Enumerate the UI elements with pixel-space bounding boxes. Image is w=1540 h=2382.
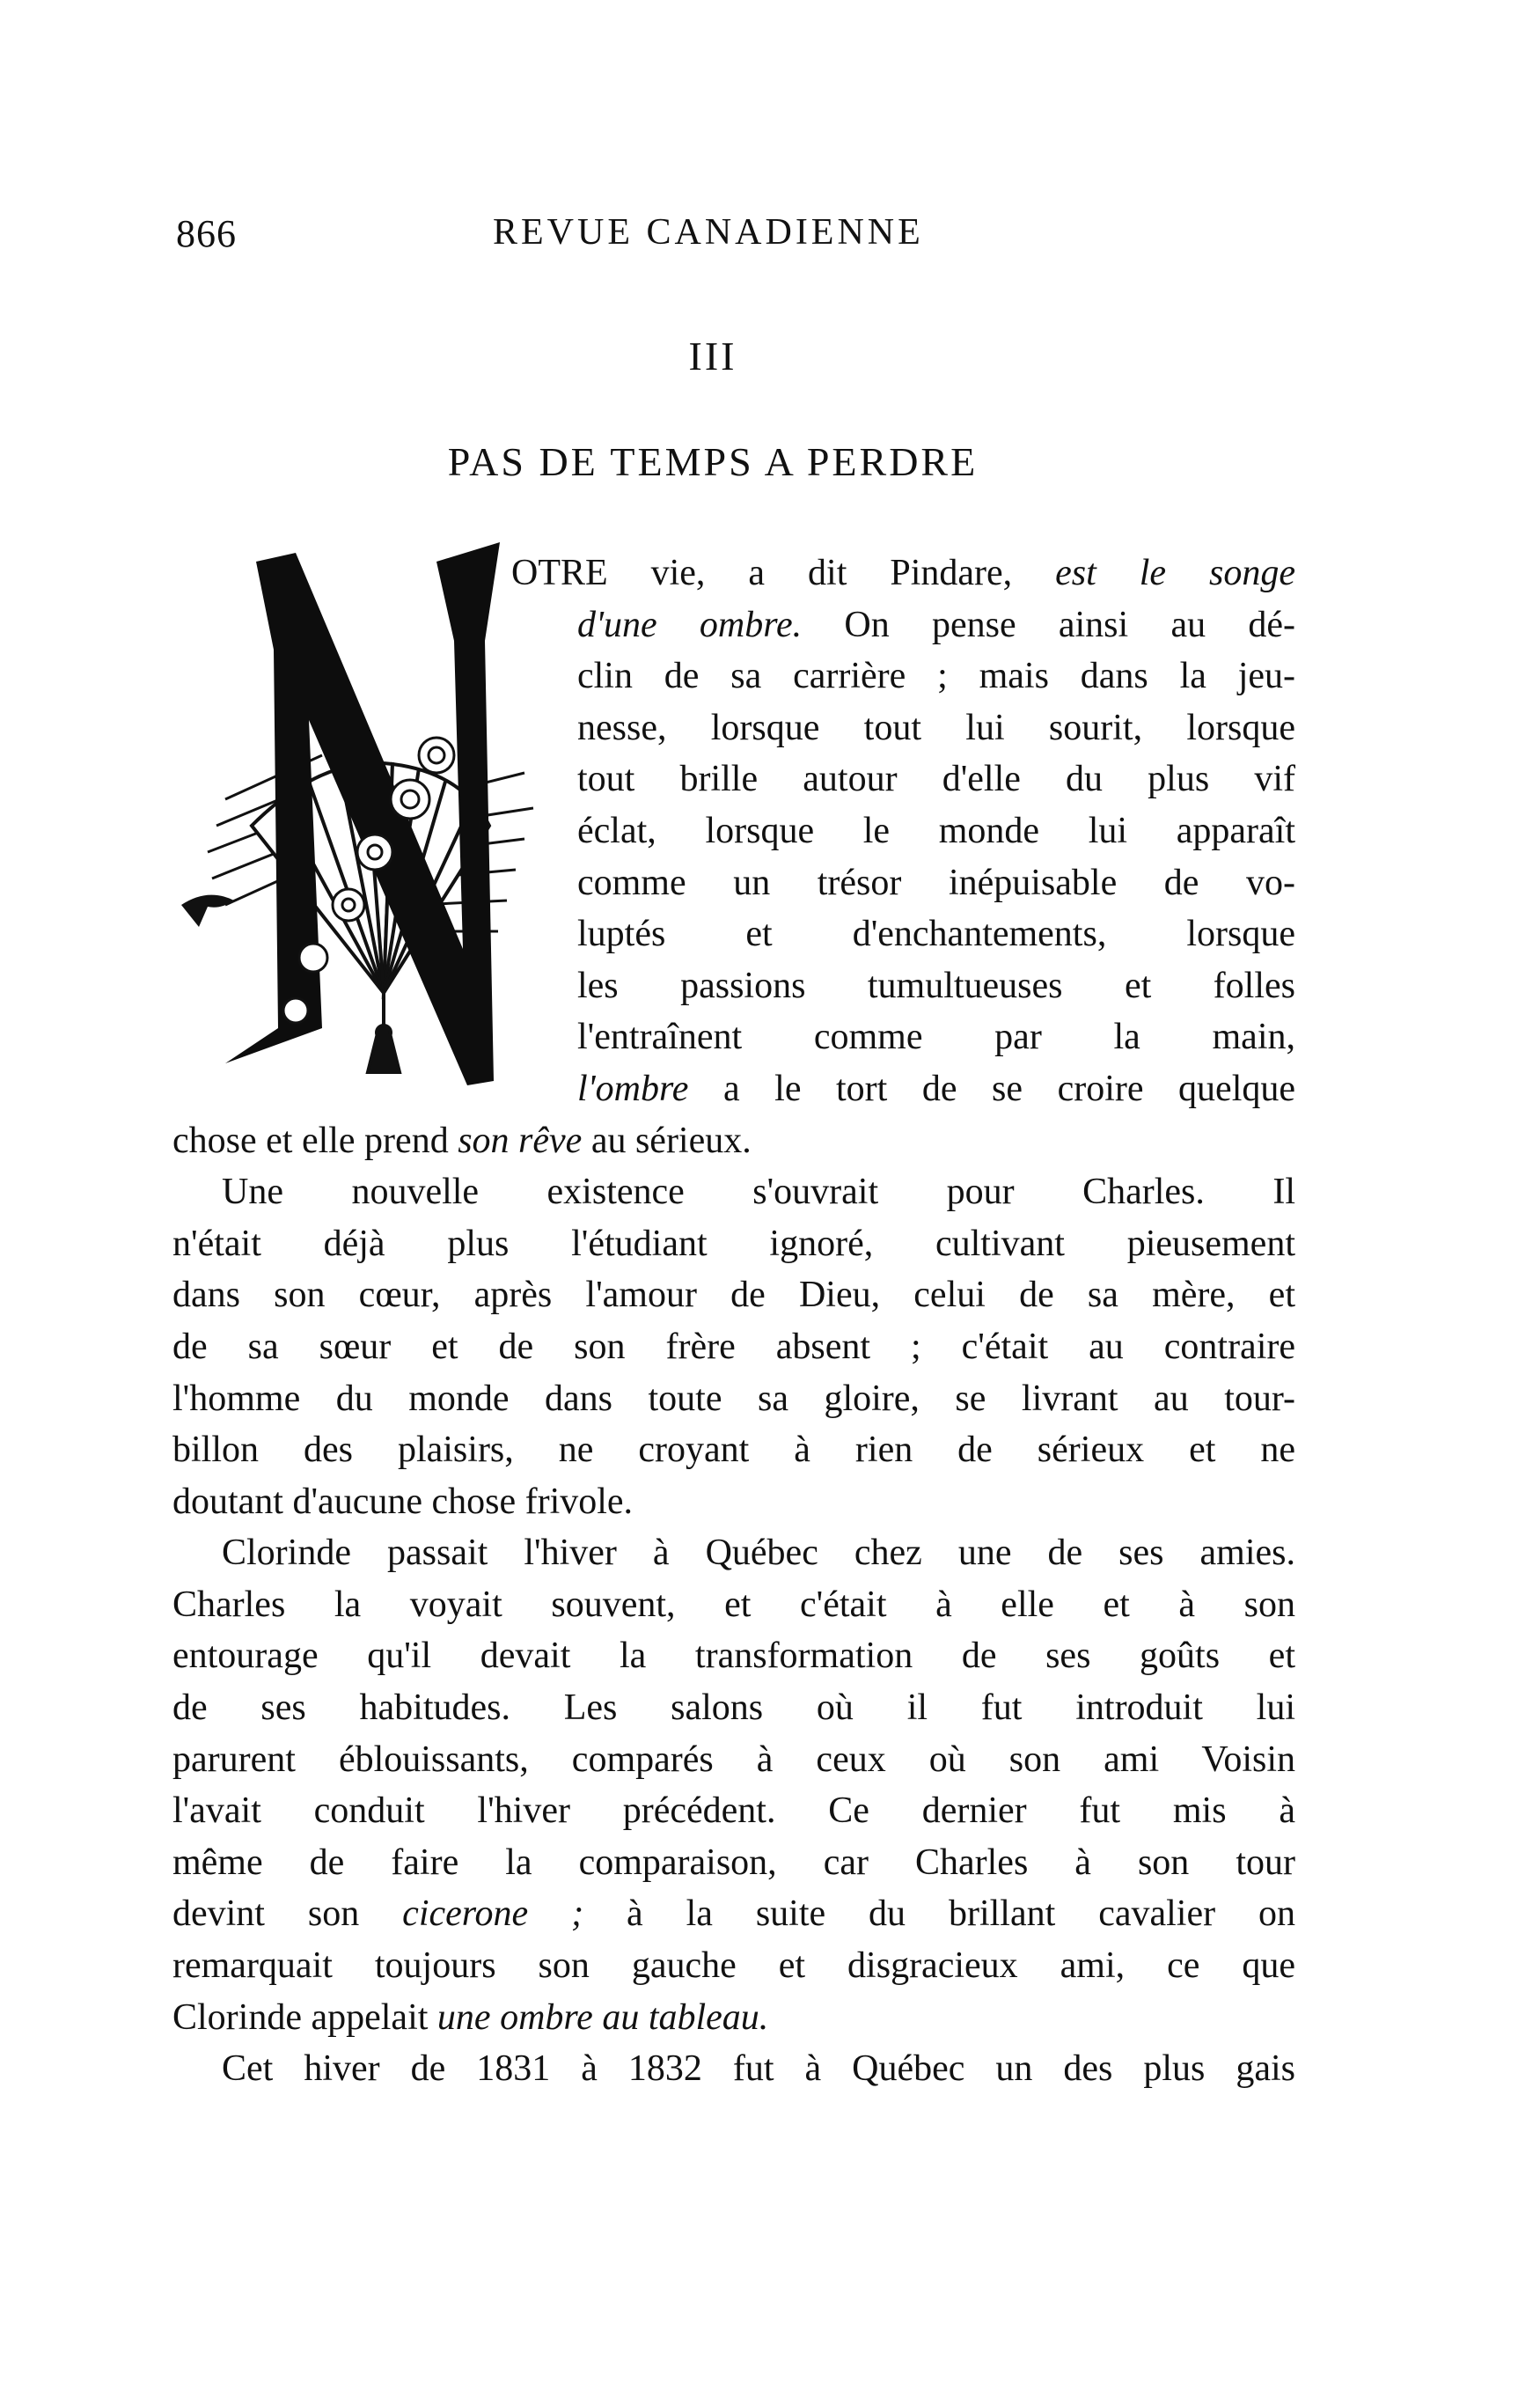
text-run: devint son (172, 1893, 403, 1935)
body-text (172, 548, 1295, 2095)
text-line: remarquait toujours son gauche et disgracieux ami, ce que (172, 1945, 1295, 1987)
text-run: à la suite du brillant cavalier on (583, 1893, 1296, 1935)
text-line: Charles la voyait souvent, et c'était à elle et à son (172, 1584, 1295, 1625)
italic-run: cicerone ; (402, 1893, 584, 1935)
text-line (577, 599, 1295, 651)
text-line: entourage qu'il devait la transformation de ses goûts et (172, 1636, 1295, 1677)
text-line: l'homme du monde dans toute sa gloire, se livrant au tour- (172, 1378, 1295, 1419)
paragraph (172, 1527, 1295, 2043)
italic-run: d'une ombre. (577, 604, 803, 645)
text-line: n'était déjà plus l'étudiant ignoré, cultivant pieusement (172, 1223, 1295, 1264)
chapter-number: III (688, 334, 737, 379)
italic-run: l'ombre (577, 1068, 689, 1109)
text-line: doutant d'aucune chose frivole. (172, 1481, 634, 1522)
text-line: Une nouvelle existence s'ouvrait pour Charles. Il (222, 1172, 1295, 1213)
text-run: On pense ainsi au dé- (802, 604, 1295, 645)
text-line: même de faire la comparaison, car Charles à son tour (172, 1842, 1295, 1883)
text-line: nesse, lorsque tout lui sourit, lorsque (577, 707, 1295, 748)
text-run: a le tort de se croire quelque (688, 1068, 1295, 1109)
text-line: billon des plaisirs, ne croyant à rien de sérieux et ne (172, 1430, 1295, 1471)
text-line: Clorinde passait l'hiver à Québec chez une de ses amies. (222, 1533, 1295, 1574)
text-run: au sérieux. (582, 1120, 752, 1161)
page-number: 866 (176, 212, 237, 255)
text-line: parurent éblouissants, comparés à ceux où son ami Voisin (172, 1739, 1295, 1780)
text-line (172, 1115, 1295, 1167)
text-line: dans son cœur, après l'amour de Dieu, celui de sa mère, et (172, 1275, 1295, 1316)
text-line: l'avait conduit l'hiver précédent. Ce dernier fut mis à (172, 1790, 1295, 1832)
text-line: les passions tumultueuses et folles (577, 965, 1295, 1006)
text-line: Cet hiver de 1831 à 1832 fut à Québec un des plus gais (222, 2048, 1295, 2090)
text-line: de ses habitudes. Les salons où il fut introduit lui (172, 1687, 1295, 1729)
paragraph (172, 2043, 1295, 2095)
text-run: OTRE vie, a dit Pindare, (511, 553, 1056, 593)
text-line: l'entraînent comme par la main, (577, 1017, 1295, 1058)
paragraph (172, 548, 1295, 1166)
italic-run: une ombre au tableau. (436, 1996, 769, 2038)
text-run: Clorinde appelait (172, 1996, 437, 2038)
italic-run: son rêve (458, 1120, 583, 1161)
text-line (577, 1063, 1295, 1115)
running-head (176, 211, 1320, 264)
text-line: luptés et d'enchantements, lorsque (577, 914, 1295, 955)
text-line: de sa sœur et de son frère absent ; c'était au contraire (172, 1326, 1295, 1367)
journal-title: REVUE CANADIENNE (493, 212, 924, 253)
text-line (511, 548, 1295, 599)
text-line: comme un trésor inépuisable de vo- (577, 862, 1295, 903)
text-line: éclat, lorsque le monde lui apparaît (577, 810, 1295, 851)
paragraph (172, 1166, 1295, 1527)
text-run: chose et elle prend (172, 1120, 458, 1161)
text-line: clin de sa carrière ; mais dans la jeu- (577, 656, 1295, 697)
text-line: tout brille autour d'elle du plus vif (577, 759, 1295, 800)
text-line (172, 1888, 1295, 1940)
chapter-title: PAS DE TEMPS A PERDRE (447, 439, 979, 484)
italic-run: est le songe (1055, 553, 1296, 593)
text-line (172, 1992, 1295, 2044)
